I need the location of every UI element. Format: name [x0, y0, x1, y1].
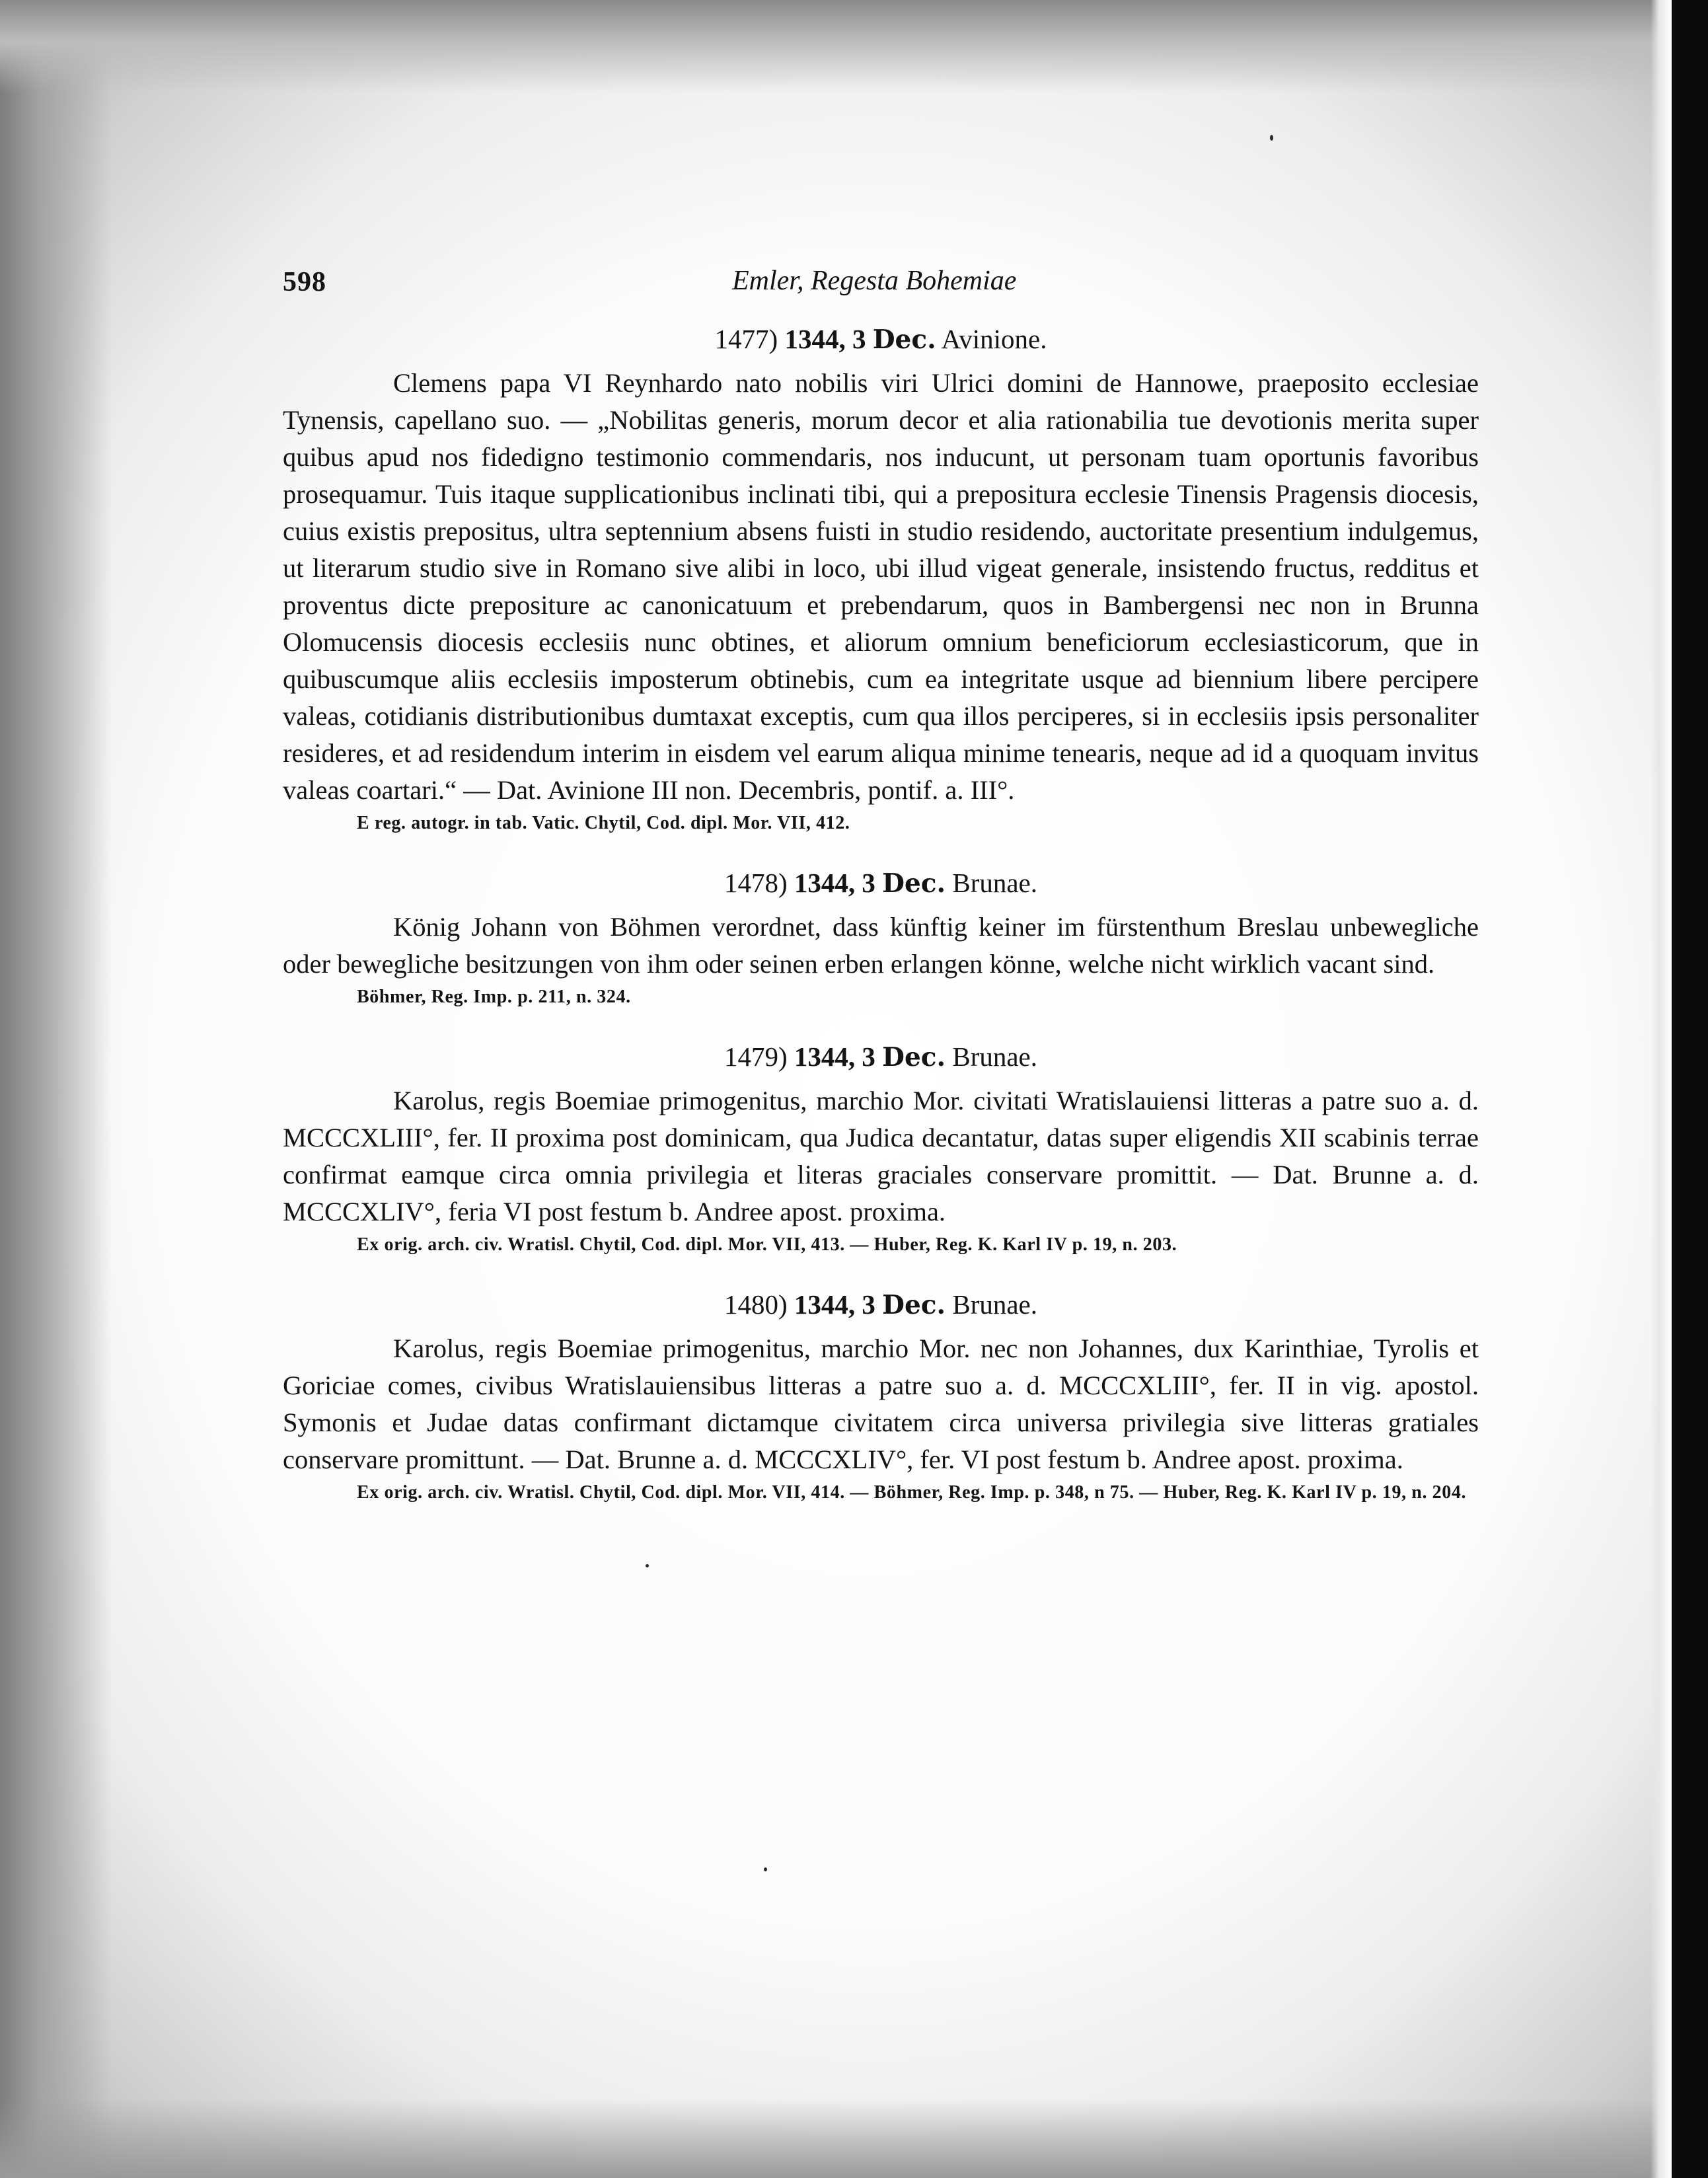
- entry-text: Karolus, regis Boemiae primogenitus, marchio Mor. nec non Johannes, dux Karinthiae, Tyrolis et Goriciae comes, civibus Wratislauiensibus litteras a patre suo a. d. MCCCXLIII°, fer. II in vig. apostol. Symonis et Judae datas confirmant dictamque civitatem circa universa privilegia sive litteras gratiales conservare promittunt. — Dat. Brunne a. d. MCCCXLIV°, fer. VI post festum b. Andree apost. proxima.: [283, 1333, 1479, 1474]
- entry-text: König Johann von Böhmen verordnet, dass künftig keiner im fürstenthum Breslau unbewegliche oder bewegliche besitzungen von ihm oder seinen erben erlangen könne, welche nicht wirklich vacant sind.: [283, 912, 1479, 979]
- dust-speck: [764, 1867, 767, 1871]
- entry-date: 1344, 3: [794, 1289, 875, 1320]
- entry-date: 1344, 3: [794, 1041, 875, 1072]
- entry-date: 1344, 3: [784, 324, 866, 354]
- entry-source: Ex orig. arch. civ. Wratisl. Chytil, Cod. dipl. Mor. VII, 413. — Huber, Reg. K. Karl IV p. 19, n. 203.: [357, 1234, 1177, 1255]
- running-head: [283, 261, 1479, 314]
- entry-source: Böhmer, Reg. Imp. p. 211, n. 324.: [357, 987, 631, 1007]
- entry-text: Clemens papa VI Reynhardo nato nobilis viri Ulrici domini de Hannowe, praeposito ecclesiae Tynensis, capellano suo. — „Nobilitas generis, morum decor et alia rationabilia tue devotionis merita super quibus apud nos fidedigno testimonio commendaris, nos inducunt, ut personam tuam oportunis favoribus prosequamur. Tuis itaque supplicationibus inclinati tibi, qui a prepositura ecclesie Tinensis Pragensis diocesis, cuius existis prepositus, ultra septennium absens fuisti in studio residendo, auctoritate presentium indulgemus, ut literarum studio sive in Romano sive alibi in loco, ubi illud vigeat generale, insistendo fructus, redditus et proventus dicte prepositure ac canonicatuum et prebendarum, quos in Bambergensi nec non in Brunna Olomucensis diocesis ecclesiis nunc obtines, et aliorum omnium beneficiorum ecclesiasticorum, que in quibuscumque aliis ecclesiis imposterum obtinebis, cum ea integritate usque ad biennium libere percipere valeas, cotidianis distributionibus dumtaxat exceptis, cum qua illos perciperes, si in ecclesiis ipsis personaliter resideres, et ad residendum interim in eisdem vel earum aliqua minime tenearis, neque ad id a quoquam invitus valeas coartari.“ — Dat. Avinione III non. Decembris, pontif. a. III°.: [283, 368, 1479, 805]
- entry-number: 1478): [724, 868, 788, 898]
- entry-month: Dec.: [872, 324, 936, 355]
- entry-header: [283, 864, 1479, 902]
- entry-month: Dec.: [882, 1042, 946, 1072]
- entry-month: Dec.: [882, 868, 946, 899]
- running-title: Emler, Regesta Bohemiae: [732, 266, 1017, 296]
- entry-source: Ex orig. arch. civ. Wratisl. Chytil, Cod. dipl. Mor. VII, 414. — Böhmer, Reg. Imp. p. 348, n 75. — Huber, Reg. K. Karl IV p. 19, n. 204.: [357, 1482, 1467, 1503]
- regest-entry-1480: [283, 1286, 1479, 1506]
- entry-number: 1479): [724, 1041, 788, 1072]
- dust-speck: [646, 1564, 649, 1567]
- entry-source: E reg. autogr. in tab. Vatic. Chytil, Cod. dipl. Mor. VII, 412.: [357, 813, 850, 833]
- entry-date: 1344, 3: [794, 868, 875, 898]
- entry-place: Avinione.: [941, 324, 1047, 354]
- regest-entry-1478: [283, 864, 1479, 1010]
- entry-header: [283, 1038, 1479, 1076]
- right-page-edge: [1651, 0, 1672, 2178]
- entry-place: Brunae.: [952, 1289, 1038, 1320]
- bottom-edge-shadow: [0, 2099, 1672, 2178]
- entry-text: Karolus, regis Boemiae primogenitus, marchio Mor. civitati Wratislauiensi litteras a patre suo a. d. MCCCXLIII°, fer. II proxima post dominicam, qua Judica decantatur, datas super eligendis XII scabinis terrae confirmat eamque circa omnia privilegia et literas graciales conservare promittit. — Dat. Brunne a. d. MCCCXLIV°, feria VI post festum b. Andree apost. proxima.: [283, 1086, 1479, 1226]
- left-edge-shadow: [0, 0, 112, 2178]
- dust-speck: [1270, 135, 1273, 141]
- right-black-border: [1672, 0, 1708, 2178]
- regest-entry-1479: [283, 1038, 1479, 1258]
- page-number: 598: [283, 267, 326, 297]
- entry-place: Brunae.: [952, 1041, 1038, 1072]
- page-content: [283, 261, 1479, 1534]
- regest-entry-1477: [283, 320, 1479, 837]
- entry-number: 1480): [724, 1289, 788, 1320]
- entry-header: [283, 320, 1479, 358]
- entry-header: [283, 1286, 1479, 1324]
- top-edge-shadow: [0, 0, 1672, 93]
- entry-number: 1477): [714, 324, 778, 354]
- entry-month: Dec.: [882, 1290, 946, 1320]
- entry-place: Brunae.: [952, 868, 1038, 898]
